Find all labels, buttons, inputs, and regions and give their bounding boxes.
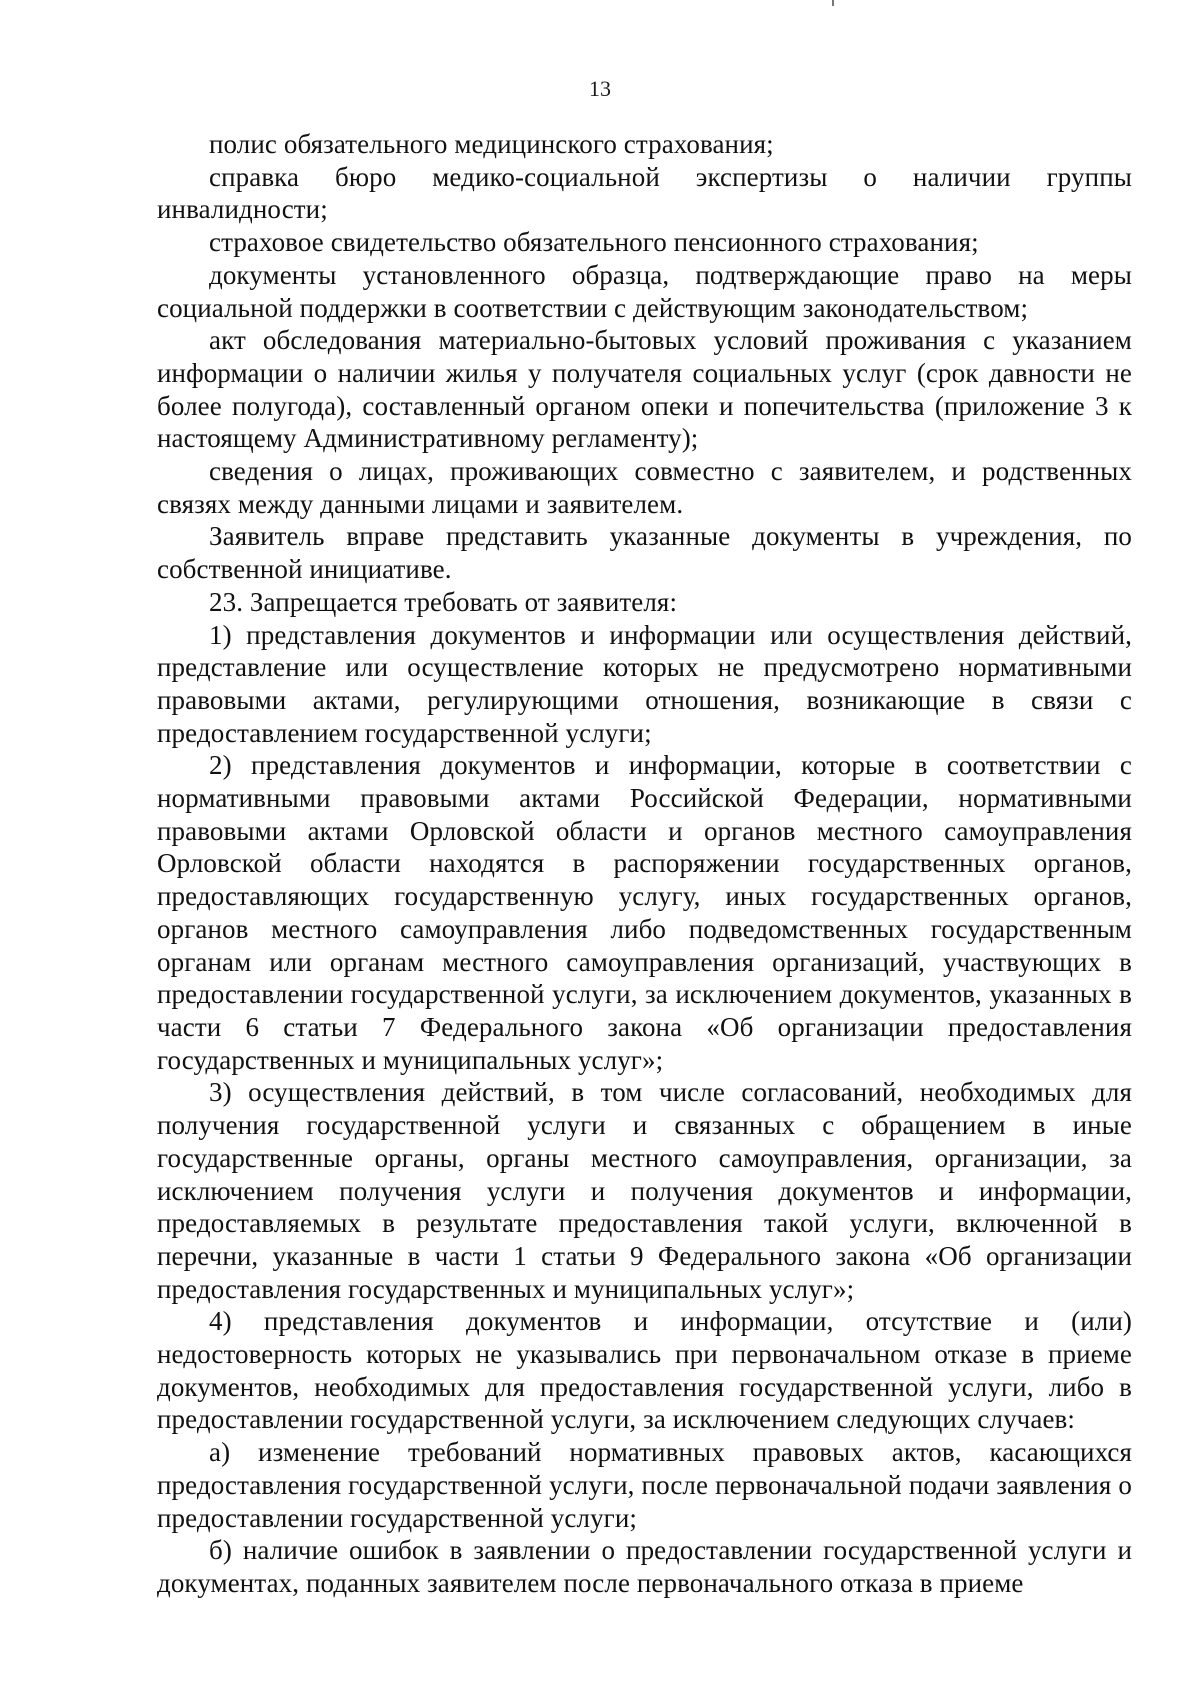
paragraph-case-b: б) наличие ошибок в заявлении о предоставлении государственной услуги и документах, поданных заявителем после первоначального отказа в приеме	[157, 1535, 1132, 1598]
paragraph-subitem-3: 3) осуществления действий, в том числе согласований, необходимых для получения государственной услуги и связанных с обращением в иные государственные органы, органы местного самоуправления, организации, за исключением получения услуги и получения документов и информации, предоставляемых в результате предоставления такой услуги, включенной в перечни, указанные в части 1 статьи 9 Федерального закона «Об организации предоставления государственных и муниципальных услуг»;	[157, 1077, 1132, 1304]
paragraph-subitem-1: 1) представления документов и информации или осуществления действий, представление или осуществление которых не предусмотрено нормативными правовыми актами, регулирующими отношения, возникающие в связи с предоставлением государственной услуги;	[157, 619, 1132, 748]
paragraph-subitem-2: 2) представления документов и информации, которые в соответствии с нормативными правовыми актами Российской Федерации, нормативными правовыми актами Орловской области и органов местного самоуправления Орловской области находятся в распоряжении государственных органов, предоставляющих государственную услугу, иных государственных органов, органов местного самоуправления либо подведомственных государственным органам или органам местного самоуправления организаций, участвующих в предоставлении государственной услуги, за исключением документов, указанных в части 6 статьи 7 Федерального закона «Об организации предоставления государственных и муниципальных услуг»;	[157, 750, 1132, 1075]
paragraph-own-initiative: Заявитель вправе представить указанные документы в учреждения, по собственной инициативе.	[157, 521, 1132, 585]
paragraph-cohabitants-info: сведения о лицах, проживающих совместно с заявителем, и родственных связях между данными лицами и заявителем.	[157, 456, 1132, 519]
paragraph-subitem-4: 4) представления документов и информации, отсутствие и (или) недостоверность которых не указывались при первоначальном отказе в приеме документов, необходимых для предоставления государственной услуги, либо в предоставлении государственной услуги, за исключением следующих случаев:	[157, 1306, 1132, 1435]
paragraph-case-a: а) изменение требований нормативных правовых актов, касающихся предоставления государственной услуги, после первоначальной подачи заявления о предоставлении государственной услуги;	[157, 1437, 1132, 1533]
paragraph-support-documents: документы установленного образца, подтверждающие право на меры социальной поддержки в соответствии с действующим законодательством;	[157, 259, 1132, 323]
document-body	[157, 128, 1132, 1600]
paragraph-disability-certificate: справка бюро медико-социальной экспертизы о наличии группы инвалидности;	[157, 161, 1132, 225]
scan-mark	[832, 0, 834, 6]
paragraph-policy: полис обязательного медицинского страхования;	[209, 129, 774, 159]
paragraph-inspection-act: акт обследования материально-бытовых условий проживания с указанием информации о наличии жилья у получателя социальных услуг (срок давности не более полугода), составленный органом опеки и попечительства (приложение 3 к настоящему Административному регламенту);	[157, 325, 1132, 454]
paragraph-item-23: 23. Запрещается требовать от заявителя:	[209, 586, 678, 617]
page-number: 13	[589, 76, 611, 101]
paragraph-pension-certificate: страховое свидетельство обязательного пенсионного страхования;	[209, 227, 979, 258]
